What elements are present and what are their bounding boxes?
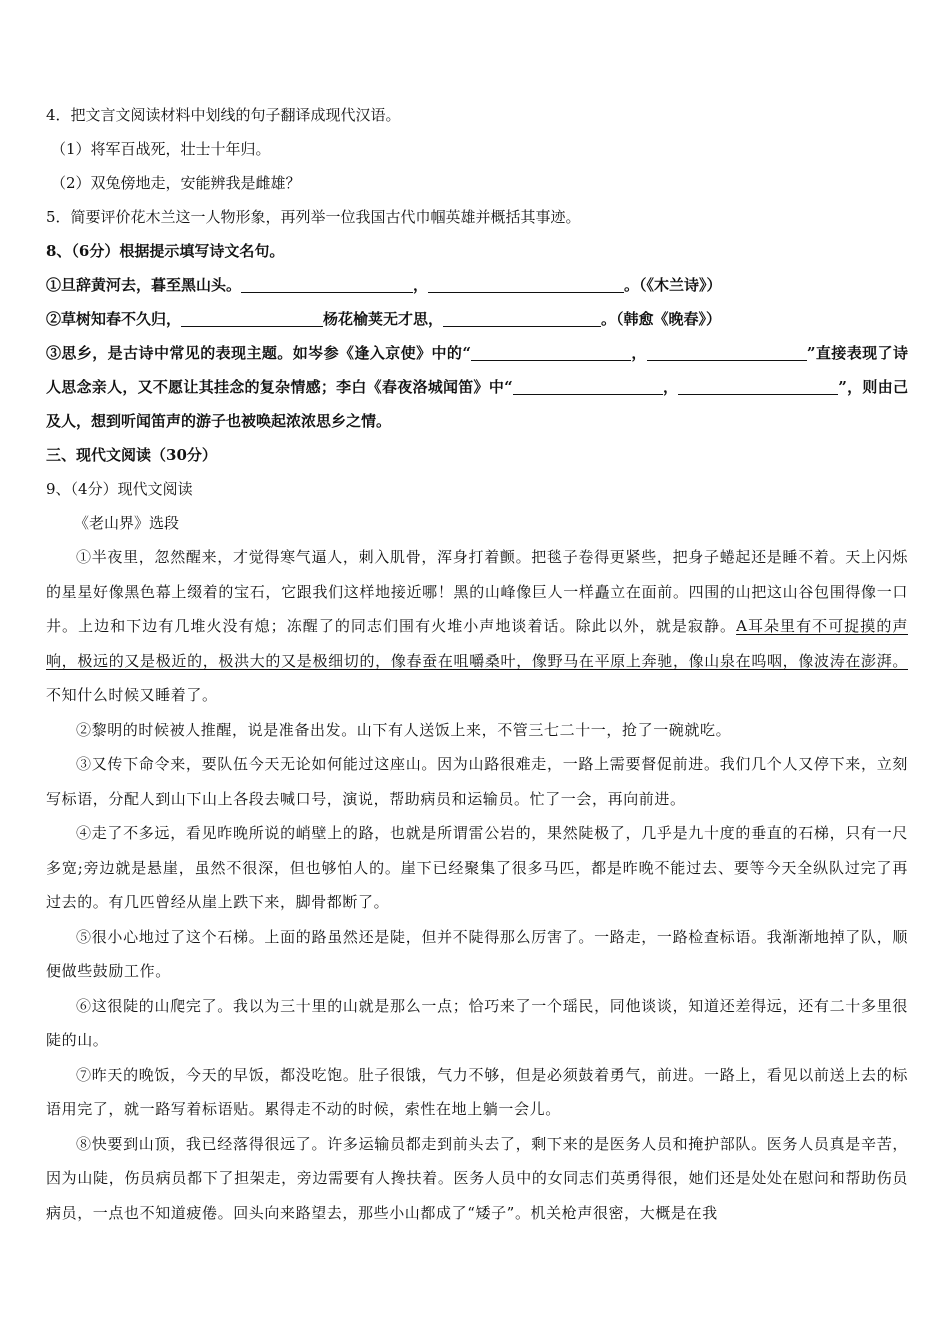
- question-8-item-1: [46, 268, 908, 302]
- passage-paragraph-5: ⑤很小心地过了这个石梯。上面的路虽然还是陡，但并不陡得那么厉害了。一路走，一路检查标语。我渐渐地掉了队，顺便做些鼓励工作。: [46, 927, 908, 980]
- q8-item2-middle: 杨花榆荚无才思，: [323, 310, 444, 328]
- question-9-header: 9、（4分）现代文阅读: [46, 480, 193, 498]
- answer-blank[interactable]: [181, 308, 323, 327]
- passage-paragraph-1: [46, 540, 908, 713]
- q8-item1-source: 。（《木兰诗》）: [624, 276, 722, 294]
- q8-item1-prompt: ①旦辞黄河去，暮至黑山头。: [46, 276, 242, 294]
- question-4-item-1: （1）将军百战死，壮士十年归。: [51, 140, 271, 158]
- question-5: 5．简要评价花木兰这一人物形象，再列举一位我国古代巾帼英雄并概括其事迹。: [46, 208, 581, 226]
- question-4: 4．把文言文阅读材料中划线的句子翻译成现代汉语。: [46, 106, 401, 124]
- question-8-header: 8、（6分）根据提示填写诗文名句。: [46, 242, 285, 260]
- answer-blank[interactable]: [513, 376, 663, 395]
- question-8-item-3: [46, 336, 908, 438]
- q8-item1-sep: ，: [413, 276, 429, 294]
- passage-paragraph-6: ⑥这很陡的山爬完了。我以为三十里的山就是那么一点；恰巧来了一个瑶民，同他谈谈，知道还差得远，还有二十多里很陡的山。: [46, 996, 908, 1049]
- exam-page: [46, 98, 908, 1230]
- passage-paragraph-3: ③又传下命令来，要队伍今天无论如何能过这座山。因为山路很难走，一路上需要督促前进。我们几个人又停下来，立刻写标语，分配人到山下山上各段去喊口号，演说，帮助病员和运输员。忙了一会，再向前进。: [46, 755, 908, 808]
- answer-blank[interactable]: [678, 376, 838, 395]
- q8-item3-prompt-b: ”直接表现了诗人思念亲人，又不愿让其挂念的复杂情感；李白《春夜洛城闻笛》中“: [46, 344, 908, 396]
- q8-item3-prompt-c: ”，则由己及人，想到听闻笛声的游子也被唤起浓浓思乡之情。: [46, 378, 908, 430]
- passage-paragraph-7: ⑦昨天的晚饭，今天的早饭，都没吃饱。肚子很饿，气力不够，但是必须鼓着勇气，前进。一路上，看见以前送上去的标语用完了，就一路写着标语贴。累得走不动的时候，索性在地上躺一会儿。: [46, 1065, 908, 1118]
- answer-blank[interactable]: [443, 308, 601, 327]
- passage-paragraph-8: ⑧快要到山顶，我已经落得很远了。许多运输员都走到前头去了，剩下来的是医务人员和掩护部队。医务人员真是辛苦，因为山陡，伤员病员都下了担架走，旁边需要有人搀扶着。医务人员中的女同志们英勇得很，她们还是处处在慰问和帮助伤员病员，一点也不知道疲倦。回头向来路望去，那些小山都成了“矮子”。机关枪声很密，大概是在我: [46, 1134, 908, 1222]
- passage-paragraph-4: ④走了不多远，看见昨晚所说的峭壁上的路，也就是所谓雷公岩的，果然陡极了，几乎是九十度的垂直的石梯，只有一尺多宽;旁边就是悬崖，虽然不很深，但也够怕人的。崖下已经聚集了很多马匹，都是昨晚不能过去、要等今天全纵队过完了再过去的。有几匹曾经从崖上跌下来，脚骨都断了。: [46, 824, 908, 911]
- paragraph-1-text: ①半夜里，忽然醒来，才觉得寒气逼人，刺入肌骨，浑身打着颤。把毯子卷得更紧些，把身子蜷起还是睡不着。天上闪烁的星星好像黑色幕上缀着的宝石，它跟我们这样地接近哪！黑的山峰像巨人一样矗立在面前。四围的山把这山谷包围得像一口井。上边和下边有几堆火没有熄；冻醒了的同志们围有火堆小声地谈着话。除此以外，就是寂静。: [46, 548, 908, 635]
- question-8-item-2: [46, 302, 908, 336]
- q8-item3-sep: ，: [630, 344, 647, 362]
- passage-paragraph-2: ②黎明的时候被人推醒，说是准备出发。山下有人送饭上来，不管三七二十一，抢了一碗就吃。: [76, 720, 732, 739]
- underlined-sentence-a: A耳朵里有不可捉摸的声响，极远的又是极近的，极洪大的又是极细切的，像春蚕在咀嚼桑叶，像野马在平原上奔驰，像山泉在呜咽，像波涛在澎湃。: [46, 617, 908, 670]
- answer-blank[interactable]: [471, 342, 631, 361]
- answer-blank[interactable]: [428, 274, 624, 293]
- passage-title: 《老山界》选段: [74, 514, 180, 532]
- q8-item2-source: 。（韩愈《晚春》）: [601, 310, 722, 328]
- section-3-title: 三、现代文阅读（30分）: [46, 446, 217, 464]
- q8-item2-prompt: ②草树知春不久归，: [46, 310, 182, 328]
- answer-blank[interactable]: [647, 342, 807, 361]
- q8-item3-sep2: ，: [662, 378, 679, 396]
- question-4-item-2: （2）双兔傍地走，安能辨我是雌雄？: [51, 174, 301, 192]
- answer-blank[interactable]: [241, 274, 413, 293]
- q8-item3-prompt-a: ③思乡，是古诗中常见的表现主题。如岑参《逢入京使》中的“: [46, 344, 471, 362]
- paragraph-1-tail: 不知什么时候又睡着了。: [46, 686, 218, 704]
